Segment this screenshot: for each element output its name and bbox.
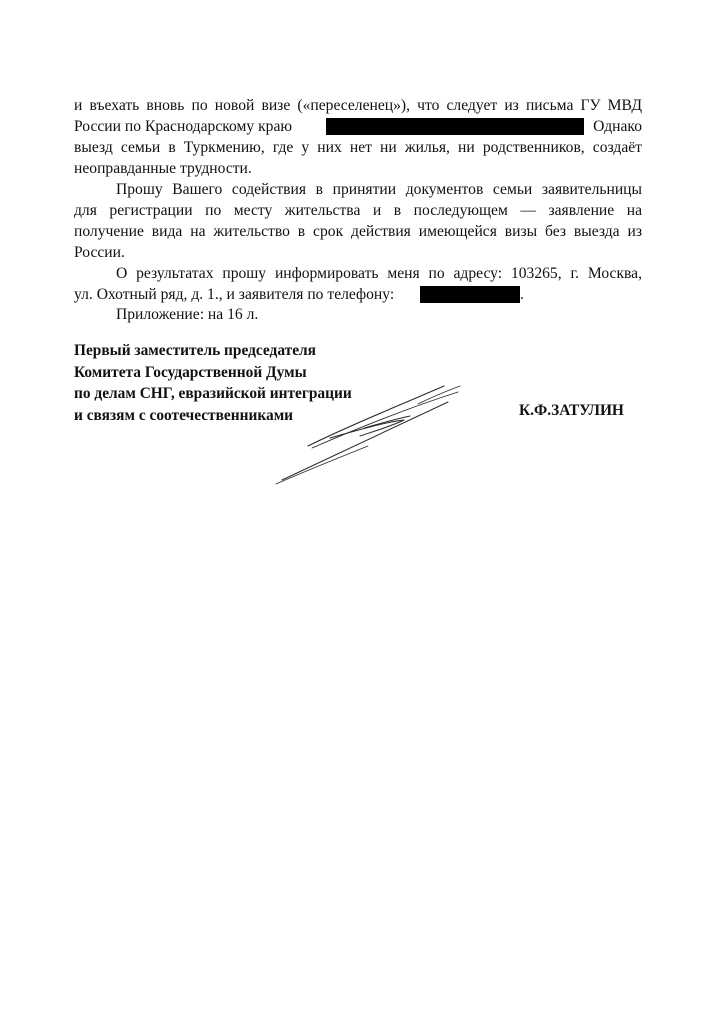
para1-line2 (74, 116, 642, 137)
signatory-title-line4: и связям с соотечественниками (74, 406, 294, 424)
signatory-name: К.Ф.ЗАТУЛИН (519, 402, 624, 419)
para2-line2: для регистрации по месту жительства и в последующем — заявление на (74, 202, 642, 219)
para1-line4: неоправданные трудности. (74, 160, 252, 177)
para1-line1: и въехать вновь по новой визе («переселенец»), что следует из письма ГУ МВД (74, 97, 642, 114)
para3-line2-end: . (520, 286, 524, 303)
redacted-block-phone (420, 286, 520, 303)
handwritten-signature (268, 378, 478, 488)
signatory-title-line2: Комитета Государственной Думы (74, 363, 307, 381)
para3-line1: О результатах прошу информировать меня по адресу: 103265, г. Москва, (116, 265, 642, 282)
para3-line2 (74, 284, 642, 305)
signatory-title-line1: Первый заместитель председателя (74, 342, 316, 359)
para1-line2-end: Однако (593, 118, 642, 135)
para1-line3: выезд семьи в Туркмению, где у них нет ни жилья, ни родственников, создаёт (74, 139, 642, 156)
attachment-line: Приложение: на 16 л. (116, 306, 259, 323)
para2-line4: России. (74, 244, 125, 261)
para3-line2-start: ул. Охотный ряд, д. 1., и заявителя по телефону: (74, 286, 395, 303)
para2-line1: Прошу Вашего содействия в принятии документов семьи заявительницы (116, 181, 642, 198)
para1-line2-start: России по Краснодарскому краю (74, 118, 293, 135)
para2-line3: получение вида на жительство в срок действия имеющейся визы без выезда из (74, 223, 642, 240)
signatory-title-line3: по делам СНГ, евразийской интеграции (74, 385, 352, 402)
redacted-block-letter-ref (326, 118, 584, 135)
